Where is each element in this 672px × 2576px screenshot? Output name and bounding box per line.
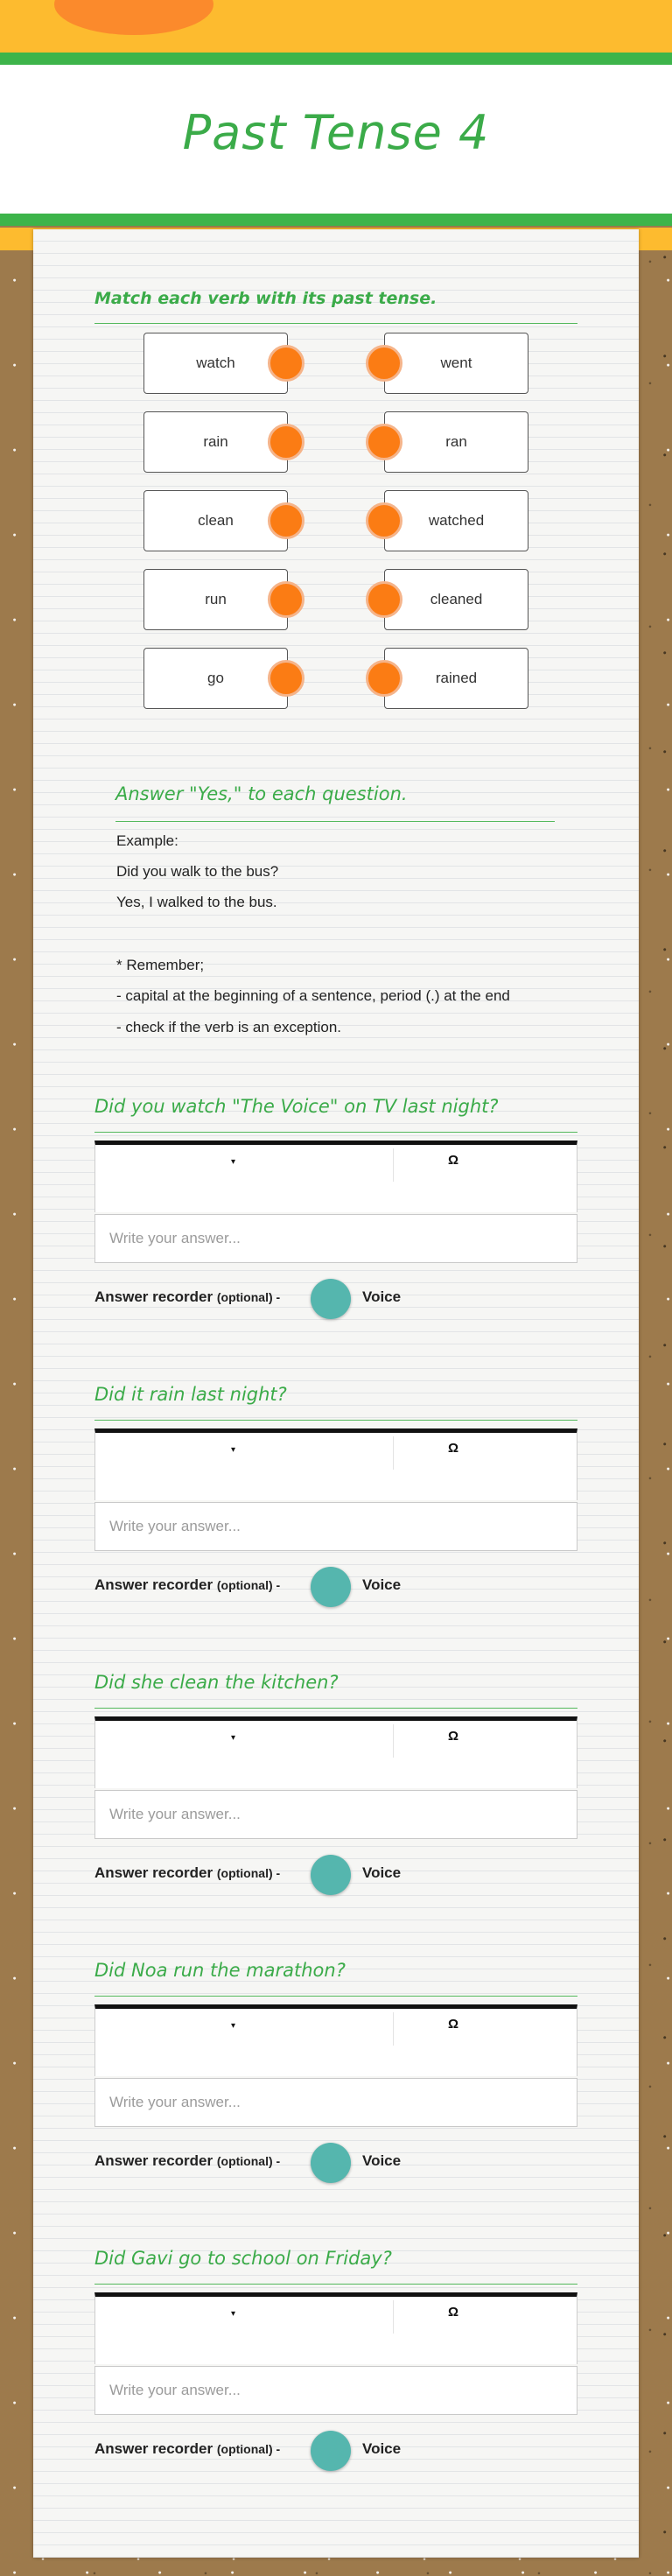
recorder-label-text: Answer recorder: [94, 2440, 214, 2457]
match-connector-dot[interactable]: [268, 581, 304, 618]
match-left-item[interactable]: watch: [144, 333, 288, 394]
match-right-item[interactable]: went: [384, 333, 528, 394]
toolbar-divider: [393, 1436, 394, 1470]
dropdown-caret-icon[interactable]: ▾: [231, 1157, 236, 1167]
recorder-label-text: Answer recorder: [94, 2152, 214, 2169]
special-character-icon[interactable]: Ω: [448, 2017, 459, 2032]
match-connector-dot[interactable]: [366, 660, 402, 697]
recorder-optional-text: (optional) -: [216, 1290, 281, 1304]
match-connector-dot[interactable]: [268, 345, 304, 382]
match-connector-dot[interactable]: [268, 424, 304, 460]
voice-label: Voice: [362, 1864, 402, 1881]
answer-recorder-label: [94, 2440, 280, 2458]
toolbar-divider: [393, 2300, 394, 2334]
voice-label: Voice: [362, 2440, 402, 2457]
answer-input[interactable]: [94, 1790, 578, 1839]
answer-editor-toolbar: [94, 2004, 578, 2076]
instruction-line: Yes, I walked to the bus.: [116, 894, 277, 910]
answer-input[interactable]: [94, 1214, 578, 1263]
instruction-line: Did you walk to the bus?: [116, 863, 279, 880]
recorder-optional-text: (optional) -: [216, 2442, 281, 2456]
match-left-item[interactable]: run: [144, 569, 288, 630]
question-heading: Did it rain last night?: [94, 1384, 578, 1421]
answer-recorder-label: [94, 1864, 280, 1882]
dropdown-caret-icon[interactable]: ▾: [231, 2309, 236, 2319]
instruction-line: Example:: [116, 832, 178, 849]
instruction-line: - check if the verb is an exception.: [116, 1019, 342, 1035]
toolbar-divider: [393, 1724, 394, 1758]
recorder-optional-text: (optional) -: [216, 2154, 281, 2168]
voice-record-button[interactable]: [311, 2431, 351, 2471]
dropdown-caret-icon[interactable]: ▾: [231, 1733, 236, 1743]
answer-recorder-label: [94, 1576, 280, 1594]
instruction-line: - capital at the beginning of a sentence, period (.) at the end: [116, 987, 510, 1004]
answer-input[interactable]: [94, 2366, 578, 2415]
toolbar-divider: [393, 2012, 394, 2046]
dropdown-caret-icon[interactable]: ▾: [231, 2021, 236, 2031]
voice-label: Voice: [362, 1576, 402, 1593]
instruction-line: * Remember;: [116, 957, 205, 973]
voice-record-button[interactable]: [311, 2143, 351, 2183]
answer-editor-toolbar: [94, 1141, 578, 1212]
answer-editor-toolbar: [94, 1716, 578, 1788]
answer-recorder-label: [94, 1288, 280, 1306]
answer-input[interactable]: [94, 2078, 578, 2127]
match-connector-dot[interactable]: [366, 581, 402, 618]
recorder-label-text: Answer recorder: [94, 1576, 214, 1593]
instructions-heading: Answer "Yes," to each question.: [116, 783, 555, 822]
match-right-item[interactable]: cleaned: [384, 569, 528, 630]
answer-editor-toolbar: [94, 1428, 578, 1500]
recorder-label-text: Answer recorder: [94, 1864, 214, 1881]
voice-record-button[interactable]: [311, 1567, 351, 1607]
special-character-icon[interactable]: Ω: [448, 1441, 459, 1456]
recorder-optional-text: (optional) -: [216, 1578, 281, 1592]
dropdown-caret-icon[interactable]: ▾: [231, 1445, 236, 1455]
voice-record-button[interactable]: [311, 1279, 351, 1319]
match-left-item[interactable]: clean: [144, 490, 288, 551]
match-left-item[interactable]: go: [144, 648, 288, 709]
match-connector-dot[interactable]: [268, 502, 304, 539]
header-top-band: [0, 0, 672, 53]
recorder-label-text: Answer recorder: [94, 1288, 214, 1305]
matching-heading: Match each verb with its past tense.: [94, 289, 578, 324]
answer-editor-toolbar: [94, 2292, 578, 2364]
match-right-item[interactable]: ran: [384, 411, 528, 473]
voice-label: Voice: [362, 1288, 402, 1305]
header-stripe-top: [0, 53, 672, 65]
voice-record-button[interactable]: [311, 1855, 351, 1895]
special-character-icon[interactable]: Ω: [448, 1729, 459, 1744]
answer-recorder-label: [94, 2152, 280, 2170]
match-right-item[interactable]: watched: [384, 490, 528, 551]
recorder-optional-text: (optional) -: [216, 1866, 281, 1880]
answer-input[interactable]: [94, 1502, 578, 1551]
special-character-icon[interactable]: Ω: [448, 1153, 459, 1168]
question-heading: Did Noa run the marathon?: [94, 1960, 578, 1997]
header-stripe-bottom: [0, 214, 672, 226]
match-connector-dot[interactable]: [366, 502, 402, 539]
question-heading: Did Gavi go to school on Friday?: [94, 2248, 578, 2285]
match-right-item[interactable]: rained: [384, 648, 528, 709]
page-title: Past Tense 4: [182, 105, 490, 160]
header-decoration: [54, 0, 214, 35]
question-heading: Did you watch "The Voice" on TV last night?: [94, 1096, 578, 1133]
special-character-icon[interactable]: Ω: [448, 2305, 459, 2320]
match-connector-dot[interactable]: [366, 345, 402, 382]
match-connector-dot[interactable]: [366, 424, 402, 460]
voice-label: Voice: [362, 2152, 402, 2169]
match-left-item[interactable]: rain: [144, 411, 288, 473]
match-connector-dot[interactable]: [268, 660, 304, 697]
question-heading: Did she clean the kitchen?: [94, 1672, 578, 1709]
toolbar-divider: [393, 1148, 394, 1182]
